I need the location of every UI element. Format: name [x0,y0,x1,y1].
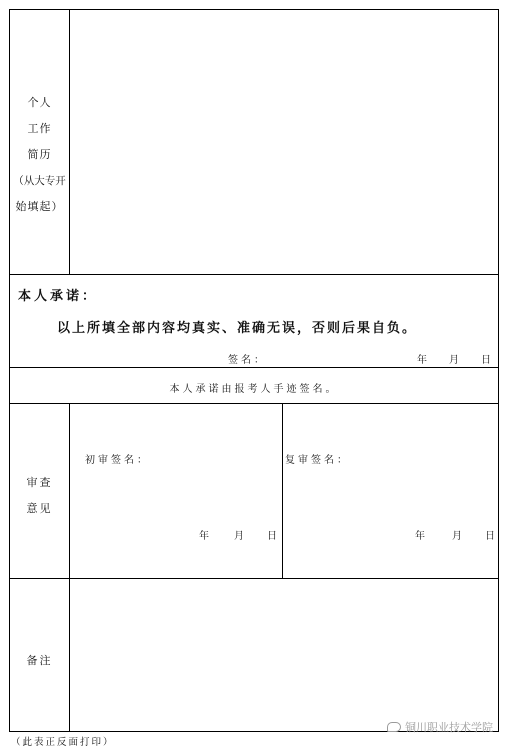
second-review-signature-field[interactable] [350,446,490,464]
wechat-icon [387,722,401,732]
second-review-sign-label: 复审签名： [285,455,350,466]
review-label-line: 意见 [26,502,53,515]
second-review-date-year: 年 [415,531,428,542]
watermark-text: 铜川职业技术学院 [405,721,493,734]
pledge-date-month: 月 [449,355,462,366]
pledge-statement: 以上所填全部内容均真实、准确无误，否则后果自负。 [57,321,418,336]
remarks-label: 备注 [26,654,53,667]
resume-label-line: 工作 [27,122,52,135]
resume-label-line: 个人 [27,96,52,109]
resume-label-line: （从大专开 [13,175,66,187]
pledge-sign-label: 签名： [228,355,267,366]
print-instruction-note: （此表正反面打印） [11,737,115,748]
second-review-date-month: 月 [452,531,465,542]
resume-label-line: 简历 [27,148,52,161]
pledge-signature-field[interactable] [262,348,402,364]
resume-input-area[interactable] [70,10,498,274]
review-label [10,470,69,522]
pledge-signature-note: 本人承诺由报考人手迹签名。 [169,384,339,395]
divider-pledge-note [9,367,499,368]
resume-label [10,90,69,220]
pledge-date-year: 年 [417,355,430,366]
first-review-date-day: 日 [267,531,280,542]
pledge-heading: 本人承诺： [18,289,99,304]
first-review-sign-label: 初审签名： [85,455,150,466]
pledge-date-day: 日 [481,355,494,366]
first-review-date-year: 年 [199,531,212,542]
divider-note-review [9,403,499,404]
first-review-signature-field[interactable] [150,446,270,464]
review-label-line: 审查 [26,476,53,489]
divider-resume-pledge [9,274,499,275]
first-review-date-month: 月 [234,531,247,542]
remarks-input-area[interactable] [70,579,498,731]
resume-label-line: 始填起） [15,200,64,213]
watermark [387,719,493,735]
review-split-divider [282,403,283,578]
second-review-date-day: 日 [485,531,498,542]
